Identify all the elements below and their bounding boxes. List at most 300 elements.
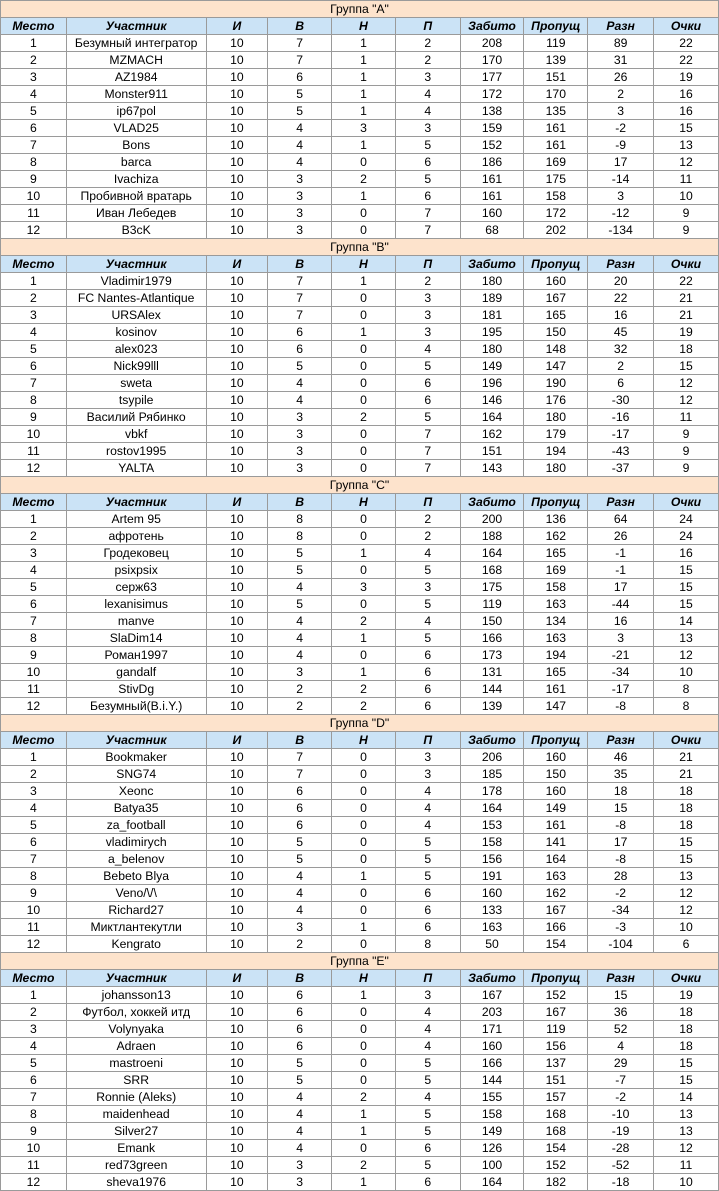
cell-difference: 18 xyxy=(588,783,654,800)
cell-played: 10 xyxy=(206,562,268,579)
cell-conceded: 172 xyxy=(524,205,588,222)
cell-place: 1 xyxy=(1,749,67,766)
cell-scored: 144 xyxy=(460,1072,524,1089)
cell-difference: 2 xyxy=(588,86,654,103)
cell-draws: 1 xyxy=(332,137,396,154)
cell-losses: 6 xyxy=(395,375,460,392)
cell-points: 15 xyxy=(654,562,719,579)
cell-losses: 7 xyxy=(395,205,460,222)
cell-played: 10 xyxy=(206,307,268,324)
cell-difference: 28 xyxy=(588,868,654,885)
column-header-conceded: Пропущ xyxy=(524,732,588,749)
cell-losses: 2 xyxy=(395,528,460,545)
cell-points: 16 xyxy=(654,103,719,120)
cell-difference: -8 xyxy=(588,817,654,834)
cell-played: 10 xyxy=(206,749,268,766)
cell-wins: 3 xyxy=(268,426,332,443)
cell-participant: Миктлантекутли xyxy=(66,919,206,936)
cell-points: 18 xyxy=(654,800,719,817)
cell-participant: Veno/\/\ xyxy=(66,885,206,902)
table-row xyxy=(1,1140,719,1157)
cell-conceded: 175 xyxy=(524,171,588,188)
cell-scored: 68 xyxy=(460,222,524,239)
cell-wins: 4 xyxy=(268,1089,332,1106)
cell-place: 9 xyxy=(1,885,67,902)
cell-place: 4 xyxy=(1,562,67,579)
cell-played: 10 xyxy=(206,1004,268,1021)
cell-losses: 4 xyxy=(395,783,460,800)
column-header-wins: В xyxy=(268,732,332,749)
column-header-place: Место xyxy=(1,970,67,987)
cell-draws: 0 xyxy=(332,817,396,834)
table-row xyxy=(1,1004,719,1021)
cell-played: 10 xyxy=(206,52,268,69)
cell-played: 10 xyxy=(206,154,268,171)
cell-scored: 166 xyxy=(460,1055,524,1072)
cell-played: 10 xyxy=(206,596,268,613)
cell-draws: 1 xyxy=(332,987,396,1004)
cell-losses: 3 xyxy=(395,307,460,324)
table-row xyxy=(1,987,719,1004)
cell-draws: 1 xyxy=(332,103,396,120)
cell-conceded: 151 xyxy=(524,1072,588,1089)
table-row xyxy=(1,936,719,953)
group-title-row xyxy=(1,477,719,494)
cell-wins: 6 xyxy=(268,987,332,1004)
cell-played: 10 xyxy=(206,698,268,715)
cell-scored: 188 xyxy=(460,528,524,545)
cell-participant: StivDg xyxy=(66,681,206,698)
cell-wins: 5 xyxy=(268,103,332,120)
cell-played: 10 xyxy=(206,783,268,800)
cell-points: 15 xyxy=(654,1055,719,1072)
cell-draws: 0 xyxy=(332,749,396,766)
cell-wins: 6 xyxy=(268,1038,332,1055)
cell-draws: 0 xyxy=(332,290,396,307)
cell-points: 21 xyxy=(654,766,719,783)
cell-draws: 0 xyxy=(332,1140,396,1157)
cell-points: 12 xyxy=(654,885,719,902)
cell-participant: tsypile xyxy=(66,392,206,409)
cell-losses: 5 xyxy=(395,851,460,868)
cell-place: 6 xyxy=(1,834,67,851)
table-row xyxy=(1,460,719,477)
cell-conceded: 158 xyxy=(524,579,588,596)
cell-points: 12 xyxy=(654,375,719,392)
cell-participant: Volynyaka xyxy=(66,1021,206,1038)
cell-participant: Безумный(B.i.Y.) xyxy=(66,698,206,715)
cell-conceded: 148 xyxy=(524,341,588,358)
cell-points: 15 xyxy=(654,596,719,613)
cell-place: 2 xyxy=(1,528,67,545)
column-header-losses: П xyxy=(395,18,460,35)
column-header-draws: Н xyxy=(332,494,396,511)
cell-wins: 3 xyxy=(268,664,332,681)
column-header-scored: Забито xyxy=(460,256,524,273)
cell-played: 10 xyxy=(206,1038,268,1055)
cell-losses: 7 xyxy=(395,426,460,443)
table-row xyxy=(1,664,719,681)
group-title-row xyxy=(1,1,719,18)
cell-conceded: 149 xyxy=(524,800,588,817)
column-header-participant: Участник xyxy=(66,970,206,987)
cell-conceded: 141 xyxy=(524,834,588,851)
cell-participant: Ronnie (Aleks) xyxy=(66,1089,206,1106)
cell-scored: 152 xyxy=(460,137,524,154)
cell-conceded: 160 xyxy=(524,273,588,290)
cell-wins: 7 xyxy=(268,290,332,307)
cell-difference: 45 xyxy=(588,324,654,341)
cell-draws: 1 xyxy=(332,188,396,205)
cell-scored: 162 xyxy=(460,426,524,443)
cell-participant: rostov1995 xyxy=(66,443,206,460)
cell-losses: 3 xyxy=(395,120,460,137)
column-header-participant: Участник xyxy=(66,18,206,35)
table-row xyxy=(1,766,719,783)
column-header-conceded: Пропущ xyxy=(524,256,588,273)
cell-wins: 8 xyxy=(268,528,332,545)
cell-played: 10 xyxy=(206,647,268,664)
cell-wins: 6 xyxy=(268,817,332,834)
cell-draws: 2 xyxy=(332,409,396,426)
cell-draws: 0 xyxy=(332,1004,396,1021)
header-row xyxy=(1,18,719,35)
cell-conceded: 161 xyxy=(524,681,588,698)
cell-draws: 3 xyxy=(332,579,396,596)
cell-scored: 133 xyxy=(460,902,524,919)
cell-wins: 7 xyxy=(268,307,332,324)
cell-conceded: 150 xyxy=(524,324,588,341)
table-row xyxy=(1,1038,719,1055)
cell-wins: 4 xyxy=(268,392,332,409)
cell-played: 10 xyxy=(206,868,268,885)
cell-losses: 4 xyxy=(395,800,460,817)
cell-conceded: 162 xyxy=(524,885,588,902)
cell-scored: 180 xyxy=(460,273,524,290)
cell-wins: 7 xyxy=(268,35,332,52)
cell-participant: YALTA xyxy=(66,460,206,477)
cell-draws: 0 xyxy=(332,936,396,953)
cell-place: 6 xyxy=(1,1072,67,1089)
cell-participant: FC Nantes-Atlantique xyxy=(66,290,206,307)
cell-difference: -18 xyxy=(588,1174,654,1191)
cell-draws: 0 xyxy=(332,511,396,528)
table-row xyxy=(1,120,719,137)
cell-difference: 16 xyxy=(588,613,654,630)
table-row xyxy=(1,613,719,630)
cell-draws: 0 xyxy=(332,783,396,800)
cell-difference: -30 xyxy=(588,392,654,409)
cell-losses: 6 xyxy=(395,1174,460,1191)
cell-played: 10 xyxy=(206,1140,268,1157)
cell-place: 9 xyxy=(1,409,67,426)
cell-losses: 5 xyxy=(395,1106,460,1123)
cell-participant: Bookmaker xyxy=(66,749,206,766)
cell-played: 10 xyxy=(206,1021,268,1038)
table-row xyxy=(1,205,719,222)
cell-scored: 161 xyxy=(460,188,524,205)
cell-draws: 0 xyxy=(332,1038,396,1055)
cell-participant: AZ1984 xyxy=(66,69,206,86)
cell-place: 7 xyxy=(1,613,67,630)
cell-participant: Иван Лебедев xyxy=(66,205,206,222)
cell-losses: 4 xyxy=(395,1089,460,1106)
table-row xyxy=(1,579,719,596)
cell-draws: 2 xyxy=(332,1157,396,1174)
cell-wins: 4 xyxy=(268,902,332,919)
cell-conceded: 162 xyxy=(524,528,588,545)
cell-scored: 186 xyxy=(460,154,524,171)
cell-scored: 175 xyxy=(460,579,524,596)
cell-place: 7 xyxy=(1,375,67,392)
column-header-conceded: Пропущ xyxy=(524,18,588,35)
cell-scored: 159 xyxy=(460,120,524,137)
cell-place: 8 xyxy=(1,630,67,647)
cell-participant: Bebeto Blya xyxy=(66,868,206,885)
table-row xyxy=(1,52,719,69)
cell-draws: 0 xyxy=(332,885,396,902)
cell-losses: 5 xyxy=(395,1157,460,1174)
cell-difference: -1 xyxy=(588,545,654,562)
cell-participant: Василий Рябинко xyxy=(66,409,206,426)
cell-difference: -34 xyxy=(588,902,654,919)
cell-difference: 46 xyxy=(588,749,654,766)
cell-losses: 3 xyxy=(395,324,460,341)
cell-points: 10 xyxy=(654,188,719,205)
cell-points: 13 xyxy=(654,137,719,154)
cell-draws: 1 xyxy=(332,69,396,86)
cell-draws: 1 xyxy=(332,1174,396,1191)
cell-participant: vbkf xyxy=(66,426,206,443)
cell-place: 12 xyxy=(1,460,67,477)
cell-participant: Monster911 xyxy=(66,86,206,103)
cell-conceded: 152 xyxy=(524,1157,588,1174)
cell-points: 12 xyxy=(654,647,719,664)
cell-draws: 0 xyxy=(332,562,396,579)
cell-conceded: 119 xyxy=(524,1021,588,1038)
cell-wins: 3 xyxy=(268,1157,332,1174)
cell-conceded: 167 xyxy=(524,1004,588,1021)
cell-place: 1 xyxy=(1,987,67,1004)
column-header-difference: Разн xyxy=(588,732,654,749)
cell-conceded: 151 xyxy=(524,69,588,86)
cell-conceded: 165 xyxy=(524,545,588,562)
cell-draws: 0 xyxy=(332,851,396,868)
cell-participant: a_belenov xyxy=(66,851,206,868)
column-header-scored: Забито xyxy=(460,732,524,749)
table-row xyxy=(1,443,719,460)
table-row xyxy=(1,358,719,375)
cell-points: 12 xyxy=(654,902,719,919)
cell-participant: manve xyxy=(66,613,206,630)
cell-place: 10 xyxy=(1,1140,67,1157)
cell-conceded: 135 xyxy=(524,103,588,120)
cell-wins: 6 xyxy=(268,1004,332,1021)
table-row xyxy=(1,868,719,885)
cell-place: 7 xyxy=(1,137,67,154)
cell-participant: серж63 xyxy=(66,579,206,596)
cell-losses: 5 xyxy=(395,171,460,188)
cell-difference: 26 xyxy=(588,528,654,545)
cell-difference: -19 xyxy=(588,1123,654,1140)
cell-conceded: 160 xyxy=(524,749,588,766)
table-row xyxy=(1,69,719,86)
cell-wins: 6 xyxy=(268,1021,332,1038)
cell-conceded: 194 xyxy=(524,443,588,460)
cell-place: 10 xyxy=(1,664,67,681)
cell-draws: 0 xyxy=(332,205,396,222)
cell-conceded: 163 xyxy=(524,630,588,647)
cell-points: 12 xyxy=(654,154,719,171)
cell-points: 18 xyxy=(654,1021,719,1038)
table-row xyxy=(1,528,719,545)
cell-place: 4 xyxy=(1,800,67,817)
cell-scored: 153 xyxy=(460,817,524,834)
cell-losses: 7 xyxy=(395,222,460,239)
group-title: Группа "E" xyxy=(1,953,719,970)
cell-scored: 144 xyxy=(460,681,524,698)
cell-losses: 4 xyxy=(395,817,460,834)
cell-scored: 164 xyxy=(460,800,524,817)
cell-scored: 203 xyxy=(460,1004,524,1021)
column-header-scored: Забито xyxy=(460,970,524,987)
cell-scored: 191 xyxy=(460,868,524,885)
cell-conceded: 150 xyxy=(524,766,588,783)
cell-conceded: 180 xyxy=(524,460,588,477)
column-header-losses: П xyxy=(395,732,460,749)
cell-place: 12 xyxy=(1,698,67,715)
cell-losses: 3 xyxy=(395,987,460,1004)
cell-participant: lexanisimus xyxy=(66,596,206,613)
cell-played: 10 xyxy=(206,1072,268,1089)
cell-difference: 15 xyxy=(588,987,654,1004)
cell-scored: 160 xyxy=(460,205,524,222)
cell-difference: -1 xyxy=(588,562,654,579)
cell-place: 11 xyxy=(1,681,67,698)
table-row xyxy=(1,817,719,834)
cell-played: 10 xyxy=(206,341,268,358)
cell-points: 18 xyxy=(654,341,719,358)
cell-played: 10 xyxy=(206,460,268,477)
cell-draws: 0 xyxy=(332,392,396,409)
cell-participant: Xeonc xyxy=(66,783,206,800)
cell-conceded: 168 xyxy=(524,1123,588,1140)
cell-losses: 6 xyxy=(395,664,460,681)
cell-points: 18 xyxy=(654,1004,719,1021)
table-row xyxy=(1,1157,719,1174)
cell-participant: Silver27 xyxy=(66,1123,206,1140)
cell-losses: 3 xyxy=(395,290,460,307)
cell-difference: 17 xyxy=(588,579,654,596)
cell-draws: 0 xyxy=(332,596,396,613)
cell-draws: 0 xyxy=(332,426,396,443)
cell-played: 10 xyxy=(206,1055,268,1072)
table-row xyxy=(1,1021,719,1038)
cell-draws: 3 xyxy=(332,120,396,137)
cell-difference: -2 xyxy=(588,1089,654,1106)
cell-wins: 4 xyxy=(268,885,332,902)
cell-scored: 164 xyxy=(460,1174,524,1191)
cell-losses: 6 xyxy=(395,681,460,698)
cell-scored: 200 xyxy=(460,511,524,528)
cell-draws: 1 xyxy=(332,273,396,290)
cell-place: 8 xyxy=(1,392,67,409)
column-header-place: Место xyxy=(1,256,67,273)
cell-participant: Пробивной вратарь xyxy=(66,188,206,205)
cell-participant: kosinov xyxy=(66,324,206,341)
table-row xyxy=(1,749,719,766)
cell-difference: -8 xyxy=(588,851,654,868)
cell-scored: 180 xyxy=(460,341,524,358)
cell-place: 2 xyxy=(1,290,67,307)
cell-draws: 0 xyxy=(332,341,396,358)
cell-losses: 6 xyxy=(395,188,460,205)
cell-scored: 146 xyxy=(460,392,524,409)
table-row xyxy=(1,1123,719,1140)
cell-wins: 4 xyxy=(268,868,332,885)
cell-played: 10 xyxy=(206,817,268,834)
cell-place: 3 xyxy=(1,1021,67,1038)
column-header-draws: Н xyxy=(332,970,396,987)
table-row xyxy=(1,783,719,800)
cell-participant: VLAD25 xyxy=(66,120,206,137)
cell-points: 18 xyxy=(654,817,719,834)
cell-conceded: 164 xyxy=(524,851,588,868)
cell-conceded: 179 xyxy=(524,426,588,443)
cell-wins: 2 xyxy=(268,936,332,953)
cell-difference: -52 xyxy=(588,1157,654,1174)
cell-played: 10 xyxy=(206,1123,268,1140)
cell-losses: 4 xyxy=(395,86,460,103)
cell-draws: 0 xyxy=(332,647,396,664)
cell-points: 15 xyxy=(654,851,719,868)
cell-wins: 6 xyxy=(268,800,332,817)
cell-place: 7 xyxy=(1,1089,67,1106)
cell-conceded: 147 xyxy=(524,698,588,715)
cell-losses: 6 xyxy=(395,919,460,936)
cell-wins: 3 xyxy=(268,188,332,205)
column-header-losses: П xyxy=(395,494,460,511)
cell-wins: 4 xyxy=(268,375,332,392)
column-header-participant: Участник xyxy=(66,256,206,273)
cell-scored: 164 xyxy=(460,409,524,426)
cell-scored: 131 xyxy=(460,664,524,681)
cell-place: 10 xyxy=(1,188,67,205)
cell-wins: 4 xyxy=(268,137,332,154)
cell-difference: -21 xyxy=(588,647,654,664)
cell-participant: SRR xyxy=(66,1072,206,1089)
cell-scored: 196 xyxy=(460,375,524,392)
column-header-wins: В xyxy=(268,18,332,35)
cell-place: 12 xyxy=(1,1174,67,1191)
cell-wins: 7 xyxy=(268,749,332,766)
cell-difference: -28 xyxy=(588,1140,654,1157)
cell-draws: 0 xyxy=(332,528,396,545)
cell-conceded: 190 xyxy=(524,375,588,392)
cell-points: 10 xyxy=(654,1174,719,1191)
cell-wins: 7 xyxy=(268,273,332,290)
column-header-played: И xyxy=(206,494,268,511)
cell-scored: 100 xyxy=(460,1157,524,1174)
table-row xyxy=(1,834,719,851)
cell-conceded: 166 xyxy=(524,919,588,936)
table-row xyxy=(1,341,719,358)
cell-wins: 5 xyxy=(268,851,332,868)
cell-wins: 6 xyxy=(268,783,332,800)
cell-points: 24 xyxy=(654,528,719,545)
cell-place: 4 xyxy=(1,324,67,341)
table-row xyxy=(1,222,719,239)
